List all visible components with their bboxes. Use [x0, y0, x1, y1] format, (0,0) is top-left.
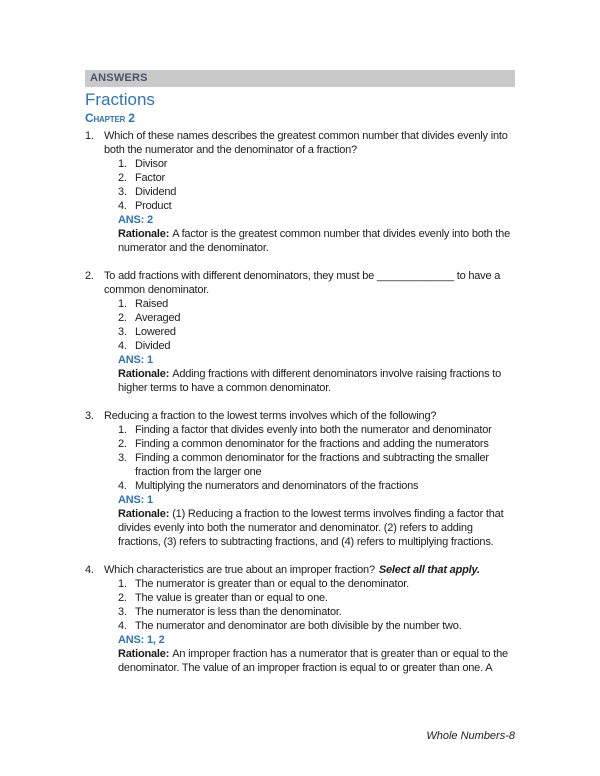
- rationale: [118, 227, 515, 255]
- page-footer: Whole Numbers-8: [426, 730, 515, 742]
- option-number: 2.: [118, 592, 127, 604]
- question-text-wrap: [104, 563, 515, 577]
- option-item: [118, 325, 515, 339]
- option-number: 4.: [118, 200, 127, 212]
- option-number: 3.: [118, 326, 127, 338]
- question-list: [85, 129, 515, 675]
- question-text-wrap: [104, 129, 515, 157]
- option-text: Finding a common denominator for the fractions and adding the numerators: [135, 438, 489, 450]
- option-item: [118, 577, 515, 591]
- option-item: [118, 451, 515, 479]
- question-number: 3.: [85, 410, 94, 422]
- option-number: 2.: [118, 312, 127, 324]
- option-item: [118, 157, 515, 171]
- option-number: 1.: [118, 578, 127, 590]
- answers-header: ANSWERS: [85, 70, 515, 87]
- option-number: 1.: [118, 158, 127, 170]
- rationale: [118, 367, 515, 395]
- option-item: [118, 297, 515, 311]
- rationale-body: A factor is the greatest common number that divides evenly into both the numerator and the denominator.: [118, 228, 510, 254]
- question-item: [85, 409, 515, 549]
- option-text: Product: [135, 200, 172, 212]
- option-text: Averaged: [135, 312, 181, 324]
- answer-line: ANS: 1: [118, 354, 153, 366]
- option-text: The value is greater than or equal to one.: [135, 592, 328, 604]
- option-number: 3.: [118, 186, 127, 198]
- option-item: [118, 311, 515, 325]
- option-text: Divided: [135, 340, 171, 352]
- question-emphasis: Select all that apply.: [378, 564, 480, 576]
- chapter-heading: Chapter 2: [85, 111, 135, 125]
- option-item: [118, 591, 515, 605]
- question-text-wrap: [104, 409, 515, 423]
- question-text: Which of these names describes the greatest common number that divides evenly into both the numerator and the denominator of a fraction?: [104, 130, 508, 156]
- document-content: [85, 70, 515, 689]
- option-list: [118, 423, 515, 493]
- option-text: Finding a common denominator for the fractions and subtracting the smaller fraction from the larger one: [135, 452, 489, 478]
- question-number: 4.: [85, 564, 94, 576]
- option-text: The numerator is greater than or equal to the denominator.: [135, 578, 409, 590]
- question-body: [104, 269, 515, 395]
- option-item: [118, 171, 515, 185]
- option-text: The numerator is less than the denominator.: [135, 606, 342, 618]
- option-text: Multiplying the numerators and denominators of the fractions: [135, 480, 419, 492]
- rationale-body: (1) Reducing a fraction to the lowest terms involves finding a factor that divides evenly into both the numerator and denominator. (2) refers to adding fractions, (3) refers to subtracting fractions, and (4) refers to multiplying fractions.: [118, 508, 504, 548]
- option-number: 3.: [118, 452, 127, 464]
- answer-line: ANS: 2: [118, 214, 153, 226]
- option-number: 1.: [118, 424, 127, 436]
- question-number: 2.: [85, 270, 94, 282]
- rationale: [118, 647, 515, 675]
- answer-line: ANS: 1, 2: [118, 634, 165, 646]
- option-list: [118, 577, 515, 633]
- question-text: Reducing a fraction to the lowest terms involves which of the following?: [104, 410, 437, 422]
- option-item: [118, 199, 515, 213]
- option-item: [118, 437, 515, 451]
- question-text: To add fractions with different denominators, they must be _____________ to have a common denominator.: [104, 270, 501, 296]
- option-item: [118, 479, 515, 493]
- option-item: [118, 185, 515, 199]
- question-text-wrap: [104, 269, 515, 297]
- option-number: 4.: [118, 340, 127, 352]
- option-list: [118, 157, 515, 213]
- rationale-body: An improper fraction has a numerator that is greater than or equal to the denominator. The value of an improper fraction is equal to or greater than one. A: [118, 648, 508, 674]
- option-number: 2.: [118, 172, 127, 184]
- question-body: [104, 563, 515, 675]
- option-number: 2.: [118, 438, 127, 450]
- option-text: The numerator and denominator are both divisible by the number two.: [135, 620, 462, 632]
- option-text: Finding a factor that divides evenly into both the numerator and denominator: [135, 424, 492, 436]
- page-title: Fractions: [85, 90, 155, 109]
- question-text: Which characteristics are true about an improper fraction?: [104, 564, 375, 576]
- question-item: [85, 269, 515, 395]
- rationale: [118, 507, 515, 549]
- option-item: [118, 339, 515, 353]
- rationale-label: Rationale:: [118, 508, 170, 520]
- option-item: [118, 619, 515, 633]
- rationale-body: Adding fractions with different denominators involve raising fractions to higher terms to have a common denominator.: [118, 368, 502, 394]
- option-text: Divisor: [135, 158, 168, 170]
- option-number: 3.: [118, 606, 127, 618]
- option-item: [118, 423, 515, 437]
- rationale-label: Rationale:: [118, 368, 170, 380]
- rationale-label: Rationale:: [118, 648, 170, 660]
- question-item: [85, 129, 515, 255]
- option-text: Dividend: [135, 186, 177, 198]
- option-number: 4.: [118, 480, 127, 492]
- option-text: Factor: [135, 172, 165, 184]
- rationale-label: Rationale:: [118, 228, 170, 240]
- option-number: 4.: [118, 620, 127, 632]
- option-number: 1.: [118, 298, 127, 310]
- option-list: [118, 297, 515, 353]
- option-text: Raised: [135, 298, 169, 310]
- question-number: 1.: [85, 130, 94, 142]
- question-body: [104, 129, 515, 255]
- question-item: [85, 563, 515, 675]
- option-text: Lowered: [135, 326, 176, 338]
- answer-line: ANS: 1: [118, 494, 153, 506]
- option-item: [118, 605, 515, 619]
- question-body: [104, 409, 515, 549]
